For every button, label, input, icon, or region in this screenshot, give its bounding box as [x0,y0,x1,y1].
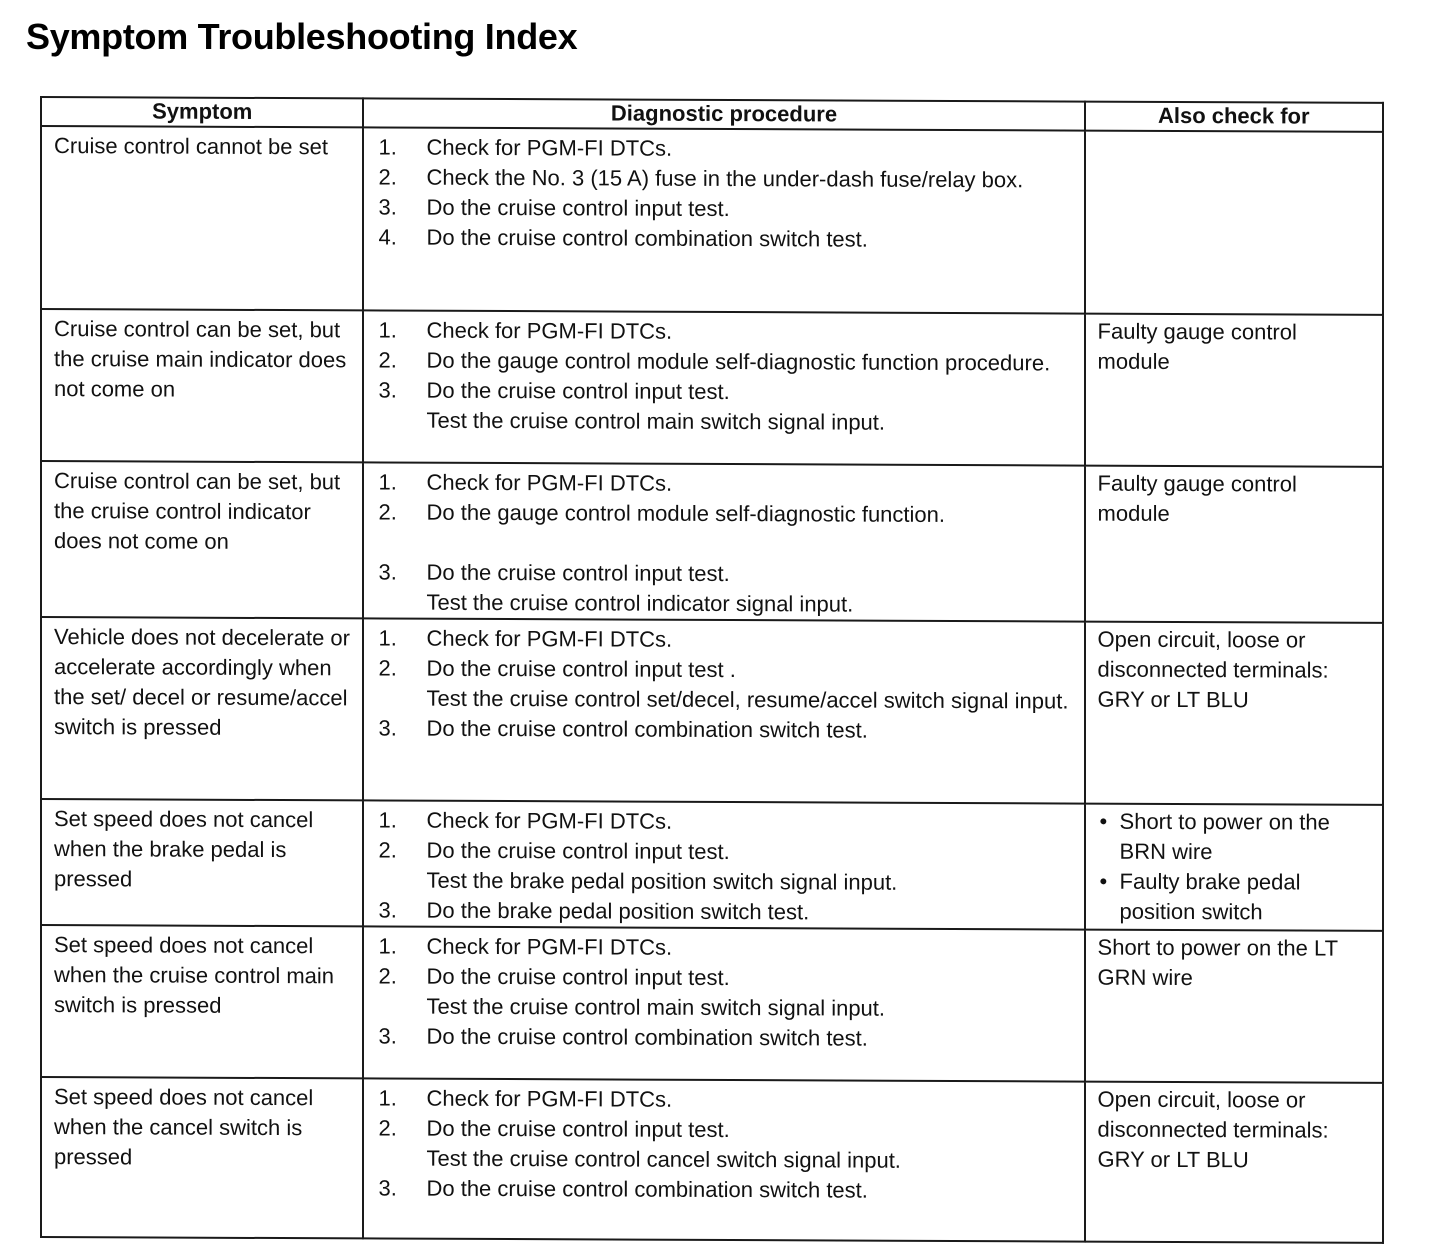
procedure-cell [363,462,1084,621]
procedure-step: 3. Do the cruise control combination switch test. [378,715,868,743]
table-row [41,925,1383,1083]
procedure-step: 2. Do the cruise control input test . Test the cruise control set/decel, resume/accel switch signal input. [378,653,1073,716]
procedure-steps [378,132,1073,255]
troubleshooting-table [40,96,1384,1244]
symptom-cell: Cruise control can be set, but the cruise main indicator does not come on [41,309,363,462]
also-check-cell: Faulty gauge control module [1085,466,1383,623]
symptom-cell: Set speed does not cancel when the brake pedal is pressed [41,799,363,926]
header-also-check: Also check for [1085,102,1383,132]
page-title: Symptom Troubleshooting Index [26,16,578,57]
procedure-step: 3. Do the cruise control combination switch test. [378,1175,868,1203]
procedure-steps [378,805,1073,928]
step-note: Test the cruise control main switch signal input. [426,407,886,435]
symptom-cell: Cruise control can be set, but the cruise control indicator does not come on [41,461,363,618]
step-spacer [378,527,1073,560]
symptom-cell: Cruise control cannot be set [41,126,363,310]
procedure-steps [378,931,1073,1054]
procedure-step: 1. Check for PGM-FI DTCs. [378,625,673,652]
step-note: Test the cruise control indicator signal input. [426,589,854,617]
symptom-cell: Vehicle does not decelerate or accelerate accordingly when the set/ decel or resume/accel switch is pressed [41,617,363,800]
also-check-item: • Faulty brake pedal position switch [1098,867,1372,928]
also-check-item: • Short to power on the BRN wire [1098,807,1372,868]
procedure-step: 3. Do the cruise control input test. Test the cruise control main switch signal input. [378,375,1073,438]
procedure-step: 2. Check the No. 3 (15 A) fuse in the under-dash fuse/relay box. [378,164,1024,193]
header-procedure: Diagnostic procedure [363,98,1084,130]
step-note: Test the cruise control set/decel, resume/accel switch signal input. [426,685,1069,714]
header-symptom: Symptom [41,97,363,127]
procedure-step: 2. Do the gauge control module self-diagnostic function procedure. [378,347,1051,376]
symptom-cell: Set speed does not cancel when the cancel switch is pressed [41,1077,363,1238]
procedure-step: 3. Do the brake pedal position switch test. [378,897,810,925]
procedure-step: 1. Check for PGM-FI DTCs. [378,807,673,834]
table-row [41,461,1383,623]
procedure-cell [363,1078,1084,1241]
also-check-list [1098,807,1372,928]
procedure-step: 3. Do the cruise control input test. [378,194,730,222]
also-check-cell: Short to power on the LT GRN wire [1085,930,1383,1083]
step-note: Test the cruise control main switch signal input. [426,993,886,1021]
procedure-steps [378,315,1073,438]
table-row [41,126,1383,315]
step-note: Test the cruise control cancel switch signal input. [426,1145,901,1173]
table-row [41,617,1383,805]
procedure-step: 2. Do the gauge control module self-diagnostic function. [378,499,946,527]
procedure-cell [363,127,1084,313]
also-check-cell [1085,131,1383,315]
also-check-cell: Faulty gauge control module [1085,314,1383,467]
procedure-cell [363,926,1084,1081]
procedure-step: 1. Check for PGM-FI DTCs. [378,933,673,960]
also-check-cell: Open circuit, loose or disconnected terminals: GRY or LT BLU [1085,1082,1383,1243]
procedure-steps [378,467,1073,620]
table-row [41,309,1383,467]
procedure-cell [363,800,1084,929]
procedure-steps [378,1083,1073,1206]
procedure-step: 2. Do the cruise control input test. Test the brake pedal position switch signal input. [378,835,1073,898]
procedure-step: 1. Check for PGM-FI DTCs. [378,1085,673,1112]
procedure-cell [363,618,1084,803]
procedure-step: 2. Do the cruise control input test. Test the cruise control cancel switch signal input. [378,1113,1073,1176]
step-note: Test the brake pedal position switch signal input. [426,867,898,895]
procedure-step: 1. Check for PGM-FI DTCs. [378,317,673,344]
table-row [41,799,1383,931]
procedure-step: 3. Do the cruise control combination switch test. [378,1023,868,1051]
procedure-step: 2. Do the cruise control input test. Test the cruise control main switch signal input. [378,961,1073,1024]
table-row [41,1077,1383,1243]
procedure-step: 4. Do the cruise control combination switch test. [378,224,868,252]
procedure-step: 1. Check for PGM-FI DTCs. [378,469,673,496]
procedure-step: 3. Do the cruise control input test. Test the cruise control indicator signal input. [378,557,1073,620]
procedure-steps [378,623,1073,746]
procedure-step: 1. Check for PGM-FI DTCs. [378,134,673,161]
symptom-cell: Set speed does not cancel when the cruise control main switch is pressed [41,925,363,1078]
also-check-cell: Open circuit, loose or disconnected terminals: GRY or LT BLU [1085,622,1383,805]
procedure-cell [363,310,1084,465]
also-check-cell [1085,804,1383,931]
